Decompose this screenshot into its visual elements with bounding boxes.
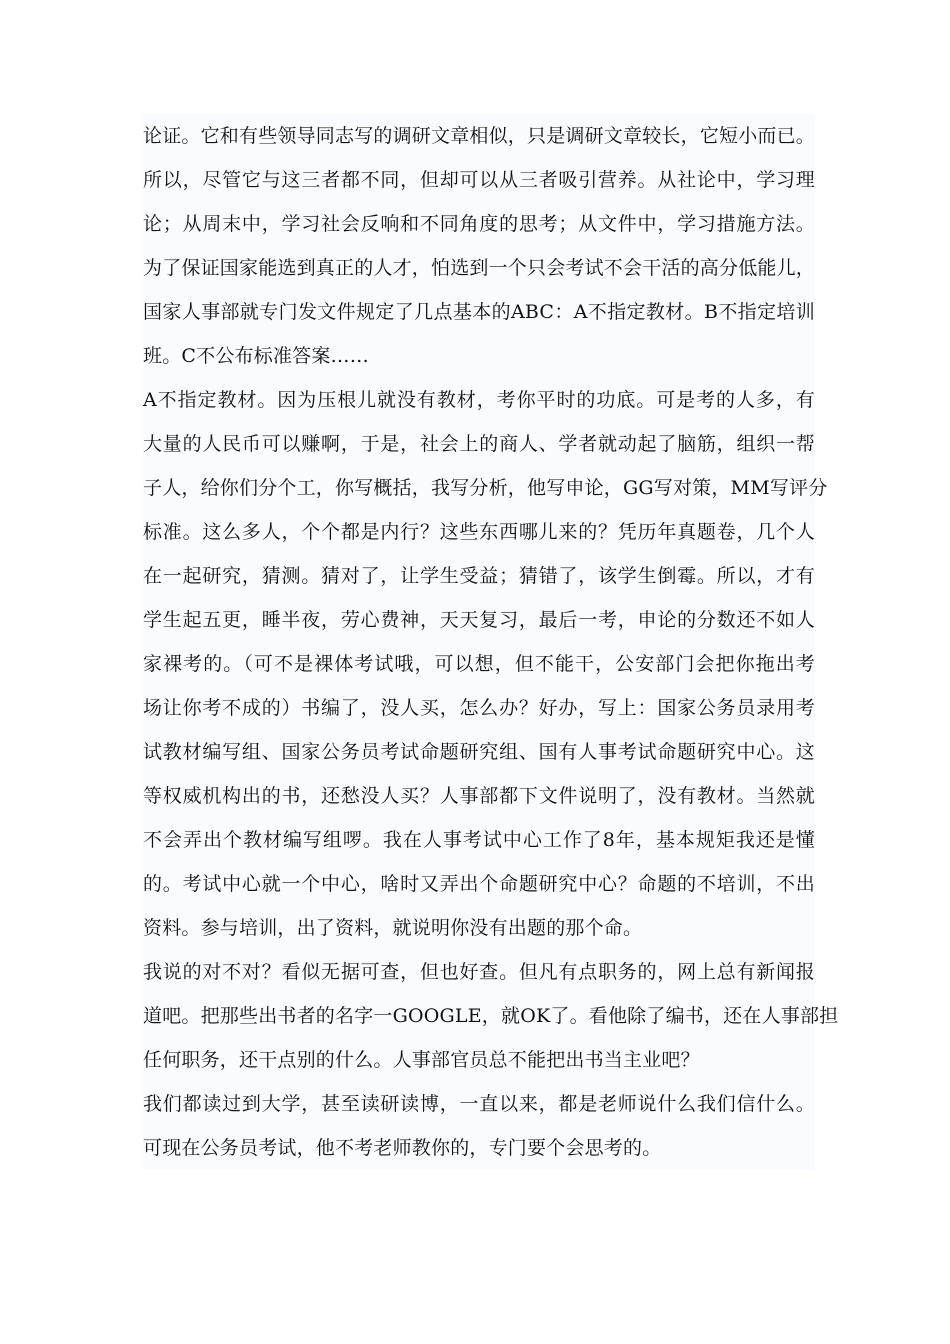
text-line: 国家人事部就专门发文件规定了几点基本的ABC：A不指定教材。B不指定培训 (143, 290, 815, 334)
text-line: 论；从周末中，学习社会反响和不同角度的思考；从文件中，学习措施方法。 (143, 202, 815, 246)
text-line: 班。C不公布标准答案…… (143, 334, 815, 378)
text-line: 论证。它和有些领导同志写的调研文章相似，只是调研文章较长，它短小而已。 (143, 114, 815, 158)
text-line: 场让你考不成的）书编了，没人买，怎么办？好办，写上：国家公务员录用考 (143, 686, 815, 730)
text-line: 标准。这么多人，个个都是内行？这些东西哪儿来的？凭历年真题卷，几个人 (143, 510, 815, 554)
text-line: 大量的人民币可以赚啊，于是，社会上的商人、学者就动起了脑筋，组织一帮 (143, 422, 815, 466)
text-line: 道吧。把那些出书者的名字一GOOGLE，就OK了。看他除了编书，还在人事部担 (143, 994, 815, 1038)
text-line: 家裸考的。（可不是裸体考试哦，可以想，但不能干，公安部门会把你拖出考 (143, 642, 815, 686)
text-line: 可现在公务员考试，他不考老师教你的，专门要个会思考的。 (143, 1126, 815, 1170)
text-line: 子人，给你们分个工，你写概括，我写分析，他写申论，GG写对策，MM写评分 (143, 466, 815, 510)
text-line: 等权威机构出的书，还愁没人买？人事部都下文件说明了，没有教材。当然就 (143, 774, 815, 818)
text-line: 试教材编写组、国家公务员考试命题研究组、国有人事考试命题研究中心。这 (143, 730, 815, 774)
text-line: A不指定教材。因为压根儿就没有教材，考你平时的功底。可是考的人多，有 (143, 378, 815, 422)
text-line: 任何职务，还干点别的什么。人事部官员总不能把出书当主业吧？ (143, 1038, 815, 1082)
text-line: 学生起五更，睡半夜，劳心费神，天天复习，最后一考，申论的分数还不如人 (143, 598, 815, 642)
text-line: 在一起研究，猜测。猜对了，让学生受益；猜错了，该学生倒霉。所以，才有 (143, 554, 815, 598)
text-line: 我说的对不对？看似无据可查，但也好查。但凡有点职务的，网上总有新闻报 (143, 950, 815, 994)
text-line: 的。考试中心就一个中心，啥时又弄出个命题研究中心？命题的不培训，不出 (143, 862, 815, 906)
body-text (143, 114, 839, 1170)
text-line: 资料。参与培训，出了资料，就说明你没有出题的那个命。 (143, 906, 815, 950)
text-line: 所以，尽管它与这三者都不同，但却可以从三者吸引营养。从社论中，学习理 (143, 158, 815, 202)
text-line: 我们都读过到大学，甚至读研读博，一直以来，都是老师说什么我们信什么。 (143, 1082, 815, 1126)
text-line: 不会弄出个教材编写组啰。我在人事考试中心工作了8年，基本规矩我还是懂 (143, 818, 815, 862)
text-line: 为了保证国家能选到真正的人才，怕选到一个只会考试不会干活的高分低能儿， (143, 246, 815, 290)
